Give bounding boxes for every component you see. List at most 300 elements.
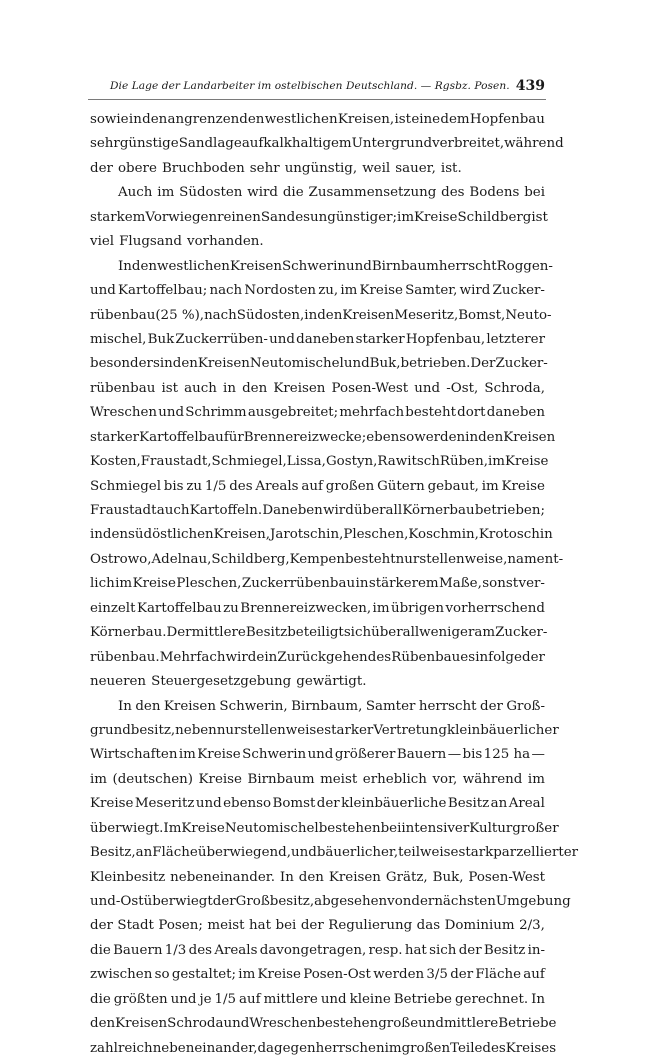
word: Fraustadt <box>90 503 157 518</box>
word: gerechnet. <box>454 991 529 1007</box>
word: Kreise <box>359 283 403 299</box>
word: meist <box>320 771 358 787</box>
word: den <box>242 380 268 396</box>
word: Regulierung <box>328 918 413 934</box>
word: betrieben; <box>474 503 545 518</box>
word: Neutomischel <box>249 356 344 372</box>
word: den <box>298 869 324 885</box>
text-line <box>90 181 545 205</box>
word: mittlere <box>263 991 318 1007</box>
word: westlichen <box>157 258 230 274</box>
word: Sandlage <box>178 136 242 152</box>
word: nach <box>204 307 237 323</box>
word: Kreises <box>505 1040 557 1056</box>
word: (deutschen) <box>112 771 194 787</box>
word: sich <box>429 942 457 958</box>
word: bis <box>462 747 483 763</box>
word: abgesehen <box>314 894 388 909</box>
word: ungünstiger; <box>310 209 398 225</box>
word: sauer, <box>395 160 436 176</box>
word: Buk, <box>369 356 401 372</box>
word: ist <box>161 380 179 396</box>
word: im <box>481 478 499 494</box>
text-line <box>90 255 553 279</box>
word: und <box>269 331 295 347</box>
word: 2/3, <box>519 918 545 934</box>
text-line <box>90 132 564 156</box>
word: sich <box>343 625 372 641</box>
word: Untergrund <box>351 136 433 152</box>
word: und <box>170 991 197 1007</box>
word: bei <box>275 918 297 934</box>
word: Birnbaum <box>371 258 439 274</box>
word: gebaut, <box>427 478 479 494</box>
word: an <box>490 796 508 812</box>
word: intensiver <box>401 820 470 836</box>
word: Posen-Ost <box>303 967 371 983</box>
word: Wreschen <box>90 405 158 421</box>
word: In <box>118 258 132 274</box>
word: Kreisen <box>197 356 250 372</box>
word: Schildberg <box>457 209 532 225</box>
word: Betriebe <box>498 1016 557 1032</box>
word: In <box>279 869 294 885</box>
word: der <box>316 796 340 812</box>
word: mischel, <box>90 331 147 347</box>
word: Kartoffelbau; <box>118 283 208 299</box>
text-line <box>90 499 545 523</box>
word: kleinbäuerliche <box>341 796 447 812</box>
word: Zurückgehen <box>277 649 368 665</box>
word: angrenzenden <box>167 112 265 127</box>
word: Areals <box>214 942 258 958</box>
word: überall <box>354 503 403 518</box>
word: Teile <box>450 1040 483 1056</box>
text-line <box>90 401 545 425</box>
word: Kreise <box>197 747 241 763</box>
word: Buk, <box>432 869 464 885</box>
word: Im <box>163 820 182 836</box>
word: daneben <box>486 405 545 421</box>
word: des <box>441 185 465 201</box>
word: im <box>488 454 505 470</box>
word: neben <box>175 722 217 738</box>
word: Schwerin, <box>219 698 288 714</box>
text-line <box>90 792 545 816</box>
text-line <box>90 597 545 621</box>
word: -Ost, <box>446 380 479 396</box>
word: Daneben <box>262 503 323 518</box>
word: ist <box>394 112 412 127</box>
word: auch <box>156 503 190 518</box>
word: großen <box>401 1040 451 1056</box>
word: auf <box>523 967 545 983</box>
word: von <box>387 894 412 909</box>
word: Der <box>470 356 496 372</box>
word: viel <box>90 234 115 250</box>
word: im <box>340 283 358 299</box>
word: Großbesitz, <box>235 894 315 909</box>
word: Bomst, <box>458 307 506 323</box>
word: den <box>142 112 168 127</box>
word: den <box>90 1016 116 1032</box>
word: Neutomischel <box>224 820 319 836</box>
word: hat <box>404 942 427 958</box>
word: Posen-West <box>468 869 545 885</box>
word: meist <box>207 918 245 934</box>
word: Zucker- <box>495 625 548 641</box>
word: größerer <box>334 747 396 763</box>
word: Kempen <box>289 551 345 567</box>
word: wird <box>225 649 257 665</box>
word: stellenweise, <box>419 551 508 567</box>
word: Schwerin <box>242 747 307 763</box>
word: Steuergesetzgebung <box>151 674 292 690</box>
word: ungünstig, <box>284 160 358 176</box>
word: Nordosten <box>244 283 316 299</box>
word: sonst <box>482 576 519 592</box>
word: lich <box>90 576 115 592</box>
word: der <box>450 967 474 983</box>
text-line <box>90 621 548 645</box>
word: und <box>195 796 222 812</box>
word: Zuckerrübenbau <box>241 576 356 592</box>
word: beteiligt <box>287 625 344 641</box>
word: rübenbau <box>90 380 156 396</box>
word: erheblich <box>362 771 427 787</box>
word: Besitz, <box>90 845 136 861</box>
text-line <box>90 206 548 230</box>
text-line <box>90 108 545 132</box>
word: günstige <box>119 136 179 152</box>
word: In <box>531 991 545 1007</box>
word: der <box>90 160 113 176</box>
word: Samter, <box>405 283 458 299</box>
word: ist. <box>440 160 462 176</box>
word: an <box>135 845 153 861</box>
word: gestaltet; <box>171 967 237 983</box>
word: ebenso <box>366 429 415 445</box>
word: übrigen <box>390 600 444 616</box>
word: im <box>115 576 133 592</box>
word: davongetragen, <box>259 942 367 958</box>
word: Bomst <box>272 796 316 812</box>
word: herrschen <box>315 1040 385 1056</box>
word: Kreise <box>198 771 242 787</box>
word: werden <box>373 967 425 983</box>
word: dem <box>440 112 470 127</box>
word: den <box>135 698 161 714</box>
text-line <box>90 890 571 914</box>
word: Bruchboden <box>161 160 245 176</box>
word: großer <box>512 820 559 836</box>
word: parzellierter <box>493 845 579 861</box>
word: die <box>90 942 111 958</box>
word: wird <box>247 185 278 201</box>
word: nebeneinander, <box>152 1040 258 1056</box>
word: die <box>90 991 111 1007</box>
word: starkem <box>90 209 146 225</box>
word: in <box>159 356 173 372</box>
word: der <box>458 942 482 958</box>
text-line <box>90 157 545 181</box>
word: — <box>447 747 462 763</box>
word: überwiegt. <box>90 820 164 836</box>
word: Hopfenbau <box>469 112 545 127</box>
text-line <box>90 572 545 596</box>
word: Ostrowo, <box>90 551 152 567</box>
word: Groß- <box>506 698 545 714</box>
word: Areal <box>508 796 545 812</box>
word: wird <box>323 503 354 518</box>
word: Zusammensetzung <box>308 185 437 201</box>
word: des <box>188 942 213 958</box>
word: Fläche <box>475 967 522 983</box>
word: der <box>522 649 545 665</box>
word: -Ost <box>115 894 144 909</box>
word: neueren <box>90 674 147 690</box>
text-line <box>90 743 545 767</box>
word: Zucker- <box>495 356 548 372</box>
word: zwischen <box>90 967 153 983</box>
word: Rüben, <box>439 454 488 470</box>
word: das <box>416 918 441 934</box>
word: 125 ha <box>483 747 531 763</box>
word: Brennereizwecke; <box>243 429 367 445</box>
word: Zucker- <box>492 283 545 299</box>
word: den <box>172 356 198 372</box>
word: ver- <box>518 576 545 592</box>
word: der <box>300 918 324 934</box>
word: den <box>478 429 504 445</box>
word: sehr <box>249 160 280 176</box>
word: überwiegend, <box>197 845 291 861</box>
word: Lissa, <box>286 454 326 470</box>
running-head: Die Lage der Landarbeiter im ostelbischen Deutschland. — Rgsbz. Posen. <box>110 80 510 92</box>
word: Flugsand <box>119 234 182 250</box>
word: kalkhaltigem <box>263 136 352 152</box>
text-line <box>90 719 559 743</box>
word: nament- <box>507 551 564 567</box>
word: Wirtschaften <box>90 747 178 763</box>
word: obere <box>117 160 157 176</box>
word: Grätz, <box>385 869 428 885</box>
word: westlichen <box>264 112 338 127</box>
word: überall <box>371 625 420 641</box>
word: Fraustadt, <box>140 454 212 470</box>
word: Kleinbesitz <box>90 869 166 885</box>
text-line <box>90 352 548 376</box>
word: starker <box>324 722 374 738</box>
word: mittlere <box>191 625 246 641</box>
text-line <box>90 695 545 719</box>
word: Koschmin, <box>408 527 479 543</box>
word: in <box>223 380 236 396</box>
text-line <box>90 841 579 865</box>
word: und <box>345 258 372 274</box>
word: Pleschen, <box>176 576 242 592</box>
word: zu <box>223 600 239 616</box>
word: ein <box>256 649 278 665</box>
word: bei <box>524 185 545 201</box>
word: im <box>238 967 256 983</box>
text-line <box>90 426 556 450</box>
word: Besitz <box>245 625 288 641</box>
word: Dominium <box>444 918 515 934</box>
text-line <box>90 475 545 499</box>
word: 1/5 <box>214 991 237 1007</box>
word: weniger <box>419 625 475 641</box>
word: nebeneinander. <box>170 869 275 885</box>
word: der <box>90 918 113 934</box>
text-line <box>90 548 564 572</box>
word: Kreise <box>501 478 545 494</box>
word: besonders <box>90 356 160 372</box>
word: Wreschen <box>249 1016 317 1032</box>
word: Meseritz <box>134 796 195 812</box>
word: Sandes <box>260 209 311 225</box>
word: so <box>154 967 170 983</box>
word: 1/5 <box>204 478 227 494</box>
word: während <box>504 136 564 152</box>
word: wird <box>459 283 491 299</box>
word: zu <box>186 478 203 494</box>
word: Kreisen, <box>213 527 270 543</box>
word: rübenbau. <box>90 649 160 665</box>
word: Schroda, <box>484 380 545 396</box>
word: grundbesitz, <box>90 722 176 738</box>
word: Gostyn, <box>325 454 378 470</box>
word: verbreitet, <box>432 136 505 152</box>
word: Schmiegel <box>90 478 161 494</box>
word: für <box>223 429 244 445</box>
word: infolge <box>475 649 522 665</box>
word: betrieben. <box>400 356 471 372</box>
word: Schwerin <box>281 258 346 274</box>
text-line <box>90 328 545 352</box>
word: reinen <box>217 209 261 225</box>
word: mehrfach <box>339 405 405 421</box>
word: die <box>282 185 304 201</box>
text-line <box>90 988 545 1012</box>
word: auch <box>184 380 217 396</box>
word: je <box>199 991 212 1007</box>
word: ist <box>531 209 548 225</box>
word: Meseritz, <box>394 307 459 323</box>
word: Gütern <box>377 478 425 494</box>
word: im <box>384 1040 402 1056</box>
word: Birnbaum <box>247 771 315 787</box>
text-line <box>90 279 545 303</box>
word: Bauern <box>113 942 163 958</box>
word: letzterer <box>486 331 545 347</box>
word: im <box>90 771 107 787</box>
word: besteht <box>405 405 456 421</box>
word: und <box>90 894 116 909</box>
text-line <box>90 768 545 792</box>
word: Kreisen <box>342 307 395 323</box>
word: auf <box>241 136 264 152</box>
text-line <box>90 939 545 963</box>
word: ausgebreitet; <box>247 405 339 421</box>
word: Bodens <box>469 185 520 201</box>
page-number: 439 <box>515 78 545 94</box>
word: Samter <box>365 698 416 714</box>
word: bestehen <box>316 1016 379 1032</box>
word: starker <box>355 331 405 347</box>
word: teilweise <box>398 845 459 861</box>
word: des <box>229 478 253 494</box>
word: während <box>462 771 523 787</box>
word: und <box>414 380 441 396</box>
word: nächsten <box>434 894 496 909</box>
word: nur <box>395 551 420 567</box>
text-line <box>90 646 545 670</box>
word: den <box>317 307 343 323</box>
word: Buk <box>147 331 175 347</box>
word: kleine <box>349 991 391 1007</box>
text-line <box>90 1037 557 1061</box>
word: Der <box>166 625 192 641</box>
word: Kreise <box>504 454 549 470</box>
word: große <box>378 1016 419 1032</box>
word: der <box>212 894 236 909</box>
word: südöstlichen <box>128 527 214 543</box>
word: Rawitsch <box>377 454 440 470</box>
word: Stadt <box>117 918 154 934</box>
word: in- <box>527 942 545 958</box>
word: Südosten <box>179 185 243 201</box>
word: Krotoschin <box>478 527 553 543</box>
word: starker <box>90 429 140 445</box>
word: besteht <box>344 551 396 567</box>
word: zahlreich <box>90 1040 153 1056</box>
word: sowie <box>90 112 129 127</box>
word: des <box>482 1040 506 1056</box>
word: Roggen- <box>496 258 553 274</box>
header-rule <box>88 99 546 100</box>
word: eine <box>411 112 441 127</box>
word: herrscht <box>438 258 497 274</box>
word: zu, <box>318 283 339 299</box>
word: 3/5 <box>426 967 448 983</box>
word: vor, <box>432 771 458 787</box>
word: nach <box>209 283 243 299</box>
word: nur <box>216 722 241 738</box>
word: Neuto- <box>505 307 552 323</box>
word: Areals <box>255 478 299 494</box>
word: stärkerem <box>368 576 439 592</box>
word: Kreisen <box>163 698 216 714</box>
word: der <box>480 698 503 714</box>
word: der <box>411 894 435 909</box>
word: gewärtigt. <box>296 674 367 690</box>
word: und <box>290 845 317 861</box>
word: bäuerlicher, <box>316 845 399 861</box>
word: im <box>527 771 545 787</box>
word: Schildberg, <box>211 551 290 567</box>
word: kleinbäuerlicher <box>447 722 559 738</box>
word: Vorwiegen <box>145 209 218 225</box>
word: in <box>304 307 318 323</box>
text-line <box>90 523 553 547</box>
word: auf <box>301 478 323 494</box>
word: vorhanden. <box>187 234 264 250</box>
word: Kreise <box>414 209 458 225</box>
word: Pleschen, <box>343 527 409 543</box>
word: und <box>90 283 116 299</box>
word: Körnerbau. <box>90 625 167 641</box>
